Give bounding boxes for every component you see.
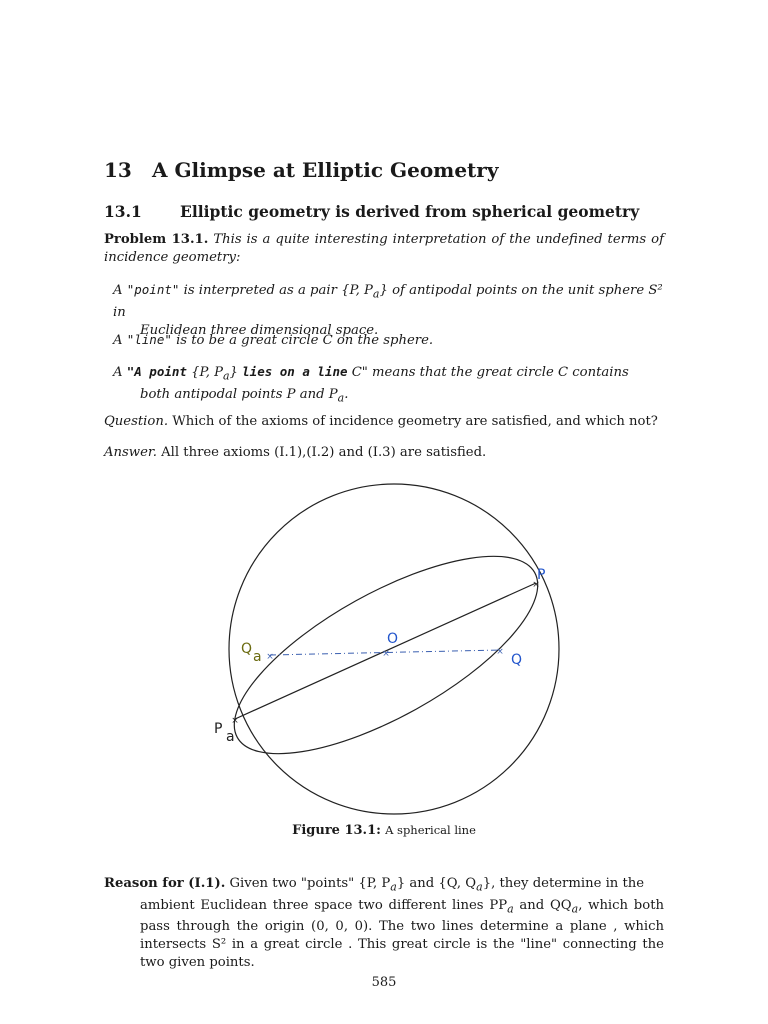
qa-marker: × xyxy=(266,652,274,662)
problem-item-line xyxy=(113,331,664,350)
chapter-number: 13 xyxy=(104,158,132,182)
chapter-title: A Glimpse at Elliptic Geometry xyxy=(152,158,499,182)
item-term: "point" xyxy=(126,282,180,297)
question-paragraph xyxy=(104,413,664,431)
item-text: C" means that the great circle C contains xyxy=(347,365,629,380)
item-text-end: } of antipodal points on the unit sphere S² in xyxy=(113,283,663,320)
label-qa-sub: a xyxy=(253,649,262,665)
problem-intro: This is a quite interesting interpretation of the undefined terms of incidence geometry: xyxy=(104,232,664,265)
label-o: O xyxy=(387,631,399,647)
item-text: is to be a great circle C on the sphere. xyxy=(171,333,434,348)
item-sub: a xyxy=(372,287,380,301)
q-marker: × xyxy=(496,647,504,657)
question-label: Question. xyxy=(104,414,169,429)
section-title: Elliptic geometry is derived from spherical geometry xyxy=(180,202,640,221)
caption-text: A spherical line xyxy=(385,823,476,837)
reason-continuation: ambient Euclidean three space two different lines $PP_a$ and $QQ_a$, which both pass through the origin (0, 0, 0). The two lines determine a plane , which intersects S² in a great circle . This great circle is the "line" connecting the two given points. xyxy=(140,897,664,971)
item-mid2: } xyxy=(229,365,243,380)
item-term2: lies on a line xyxy=(242,364,348,379)
item-continuation: Euclidean three dimensional space. xyxy=(140,322,379,338)
caption-label: Figure 13.1: xyxy=(292,823,381,838)
reason-label: Reason for (I.1). xyxy=(104,876,226,891)
problem-paragraph xyxy=(104,231,664,267)
problem-item-lies-on xyxy=(113,363,664,407)
label-q: Q xyxy=(511,652,523,668)
label-qa: Q xyxy=(241,641,253,657)
sphere-outline xyxy=(229,484,559,814)
answer-label: Answer. xyxy=(104,445,157,460)
spherical-line-figure xyxy=(200,475,580,820)
problem-label: Problem 13.1. xyxy=(104,232,209,247)
item-text: is interpreted as a pair {P, P xyxy=(179,283,373,298)
item-lead: A xyxy=(113,333,127,348)
answer-paragraph xyxy=(104,444,664,462)
page-number: 585 xyxy=(371,975,397,990)
label-p: P xyxy=(537,567,546,583)
item-lead: A xyxy=(113,365,127,380)
label-pa-sub: a xyxy=(226,729,235,745)
item-sub: a xyxy=(222,369,230,383)
question-text: Which of the axioms of incidence geometry are satisfied, and which not? xyxy=(168,414,658,429)
p-marker: × xyxy=(532,580,540,590)
origin-marker: × xyxy=(382,649,390,659)
item-term: "A point xyxy=(126,364,187,379)
item-lead: A xyxy=(113,283,127,298)
pa-marker: × xyxy=(231,716,239,726)
figure-caption xyxy=(0,823,768,838)
answer-text: All three axioms (I.1),(I.2) and (I.3) are satisfied. xyxy=(156,445,487,460)
item-continuation: both antipodal points P and $P_a$. xyxy=(140,386,349,405)
reason-paragraph: Reason for (I.1). Given two "points" {P, $P_a$} and {Q, $Q_a$}, they determine in the ambient Euclidean three space two different lines $PP_a$ and $QQ_a$, which both pass through the origin (0, 0, 0). The two lines determine a plane , which intersects S² in a great circle . This great circle is the "line" connecting the two given points. xyxy=(104,876,664,971)
label-pa: P xyxy=(214,721,223,737)
section-number: 13.1 xyxy=(104,202,142,221)
item-term: "line" xyxy=(126,332,172,347)
item-mid: {P, P xyxy=(186,365,223,380)
